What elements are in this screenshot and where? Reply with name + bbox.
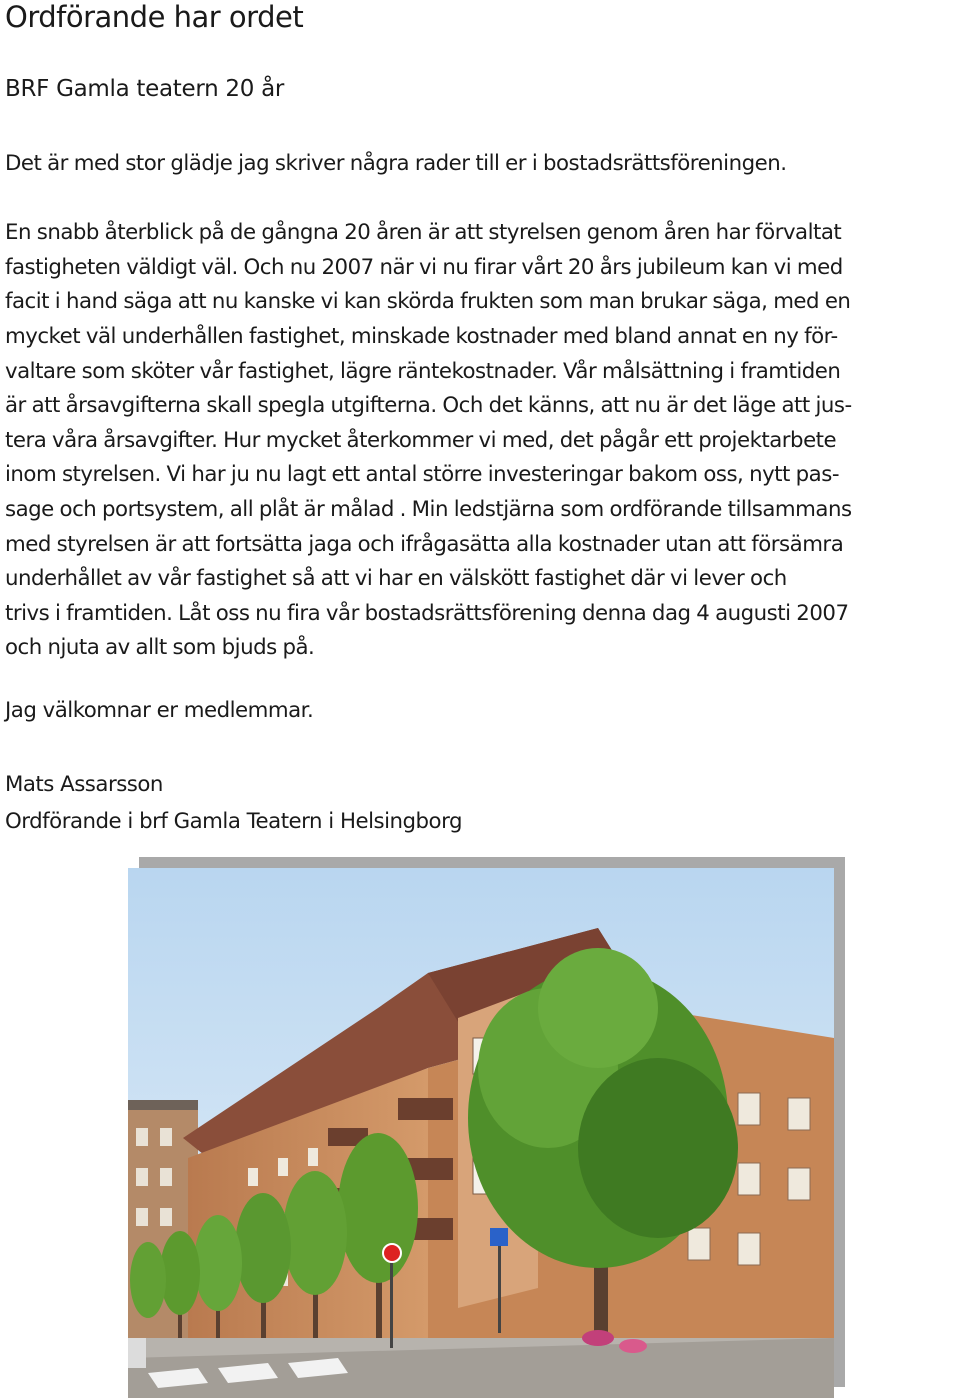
paragraph-line: En snabb återblick på de gångna 20 åren är att styrelsen genom åren har förvaltat — [5, 220, 842, 246]
paragraph-line: och njuta av allt som bjuds på. — [5, 635, 315, 661]
paragraph-line: sage och portsystem, all plåt är målad . Min ledstjärna som ordförande tillsammans — [5, 496, 852, 522]
paragraph-line: trivs i framtiden. Låt oss nu fira vår bostadsrättsförening denna dag 4 augusti 2007 — [5, 600, 849, 626]
paragraph-line: fastigheten väldigt väl. Och nu 2007 när vi nu firar vårt 20 års jubileum kan vi med — [5, 254, 843, 280]
intro-paragraph: Det är med stor glädje jag skriver några rader till er i bostadsrättsföreningen. — [5, 151, 787, 176]
signature-name: Mats Assarsson — [5, 772, 163, 797]
paragraph-line: facit i hand säga att nu kanske vi kan skörda frukten som man brukar säga, med en — [5, 289, 851, 315]
signature-role: Ordförande i brf Gamla Teatern i Helsingborg — [5, 809, 462, 834]
closing-line: Jag välkomnar er medlemmar. — [5, 698, 314, 723]
flower-planter — [582, 1330, 614, 1346]
paragraph-line: med styrelsen är att fortsätta jaga och ifrågasätta alla kostnader utan att försämra — [5, 531, 844, 557]
paragraph-line: underhållet av vår fastighet så att vi har en välskött fastighet där vi lever och — [5, 566, 787, 592]
parked-car — [128, 1338, 146, 1368]
article-subtitle: BRF Gamla teatern 20 år — [5, 76, 285, 102]
page-title: Ordförande har ordet — [5, 0, 304, 34]
paragraph-line: tera våra årsavgifter. Hur mycket återkommer vi med, det pågår ett projektarbete — [5, 427, 837, 453]
article-body — [5, 147, 955, 666]
building-photo-illustration — [128, 868, 834, 1398]
building-photo — [128, 868, 834, 1398]
paragraph-line: är att årsavgifterna skall spegla utgifterna. Och det känns, att nu är det läge att jus- — [5, 393, 852, 419]
crossing-sign — [490, 1228, 508, 1246]
traffic-sign — [383, 1244, 401, 1262]
paragraph-line: mycket väl underhållen fastighet, minskade kostnader med bland annat en ny för- — [5, 323, 838, 349]
paragraph-line: inom styrelsen. Vi har ju nu lagt ett antal större investeringar bakom oss, nytt pas- — [5, 462, 839, 488]
main-paragraph — [5, 216, 955, 666]
paragraph-line: valtare som sköter vår fastighet, lägre räntekostnader. Vår målsättning i framtiden — [5, 358, 841, 384]
signature-block — [5, 766, 462, 840]
